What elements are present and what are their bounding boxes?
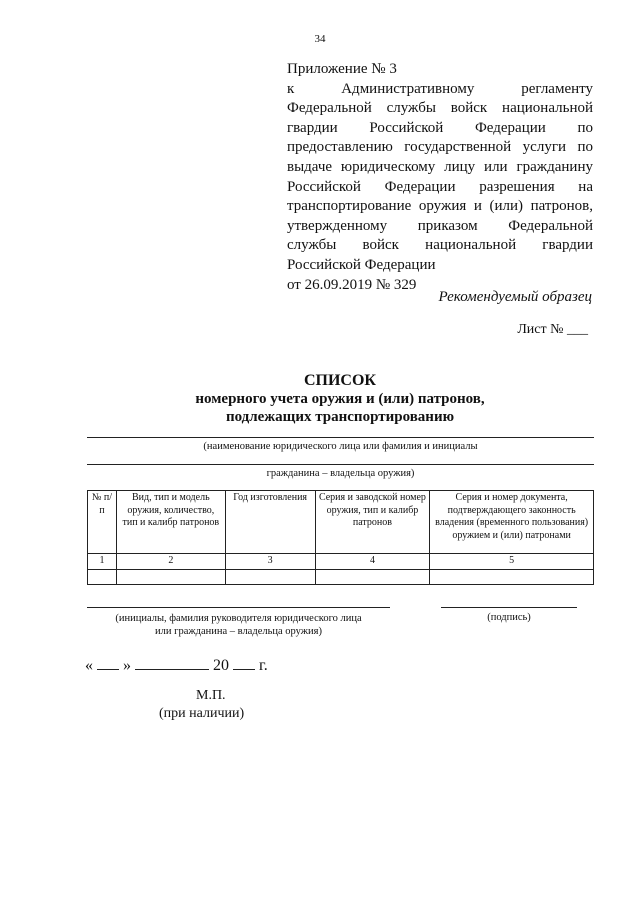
stamp-note: (при наличии)	[159, 706, 245, 721]
signature-line	[441, 607, 577, 608]
appendix-line: транспортирование оружия и (или) патронов,	[287, 198, 593, 215]
date-line	[85, 655, 268, 675]
document-subtitle	[140, 390, 540, 426]
name-signature-line	[87, 607, 390, 608]
column-number: 1	[88, 554, 117, 570]
name-caption	[87, 612, 390, 638]
table-header-row	[88, 491, 594, 554]
sheet-number-label: Лист № ___	[517, 322, 588, 337]
header-year: Год изготовления	[225, 491, 315, 554]
appendix-line: службы войск национальной гвардии	[287, 237, 593, 254]
open-quote: «	[85, 657, 93, 674]
owner-name-line	[87, 437, 594, 438]
page-number: 34	[314, 33, 326, 45]
header-serial: Серия и заводской номер оружия, тип и калибр патронов	[315, 491, 430, 554]
header-weapon-type: Вид, тип и модель оружия, количество, тип и калибр патронов	[116, 491, 225, 554]
appendix-line: предоставлению государственной услуги по	[287, 139, 593, 156]
table-cell[interactable]	[225, 569, 315, 584]
appendix-line: от 26.09.2019 № 329	[287, 276, 417, 293]
year-prefix: 20	[213, 657, 229, 674]
appendix-line: к Административному регламенту	[287, 80, 593, 97]
table-cell[interactable]	[315, 569, 430, 584]
table-cell[interactable]	[88, 569, 117, 584]
appendix-line: Федеральной службы войск национальной	[287, 100, 593, 117]
appendix-line: гвардии Российской Федерации по	[287, 119, 593, 136]
name-caption-line: или гражданина – владельца оружия)	[155, 626, 322, 637]
day-blank[interactable]	[97, 655, 119, 670]
appendix-block	[287, 60, 593, 295]
column-number: 2	[116, 554, 225, 570]
year-blank[interactable]	[233, 655, 255, 670]
signature-caption: (подпись)	[487, 612, 531, 623]
header-number: № п/п	[88, 491, 117, 554]
subtitle-line: номерного учета оружия и (или) патронов,	[195, 391, 485, 407]
owner-name-line-2	[87, 464, 594, 465]
owner-caption-2: гражданина – владельца оружия)	[266, 468, 415, 479]
appendix-line: выдаче юридическому лицу или гражданину	[287, 158, 593, 175]
column-number: 3	[225, 554, 315, 570]
table-row	[88, 569, 594, 584]
close-quote: »	[123, 657, 131, 674]
recommended-sample-label: Рекомендуемый образец	[438, 289, 592, 305]
month-blank[interactable]	[135, 655, 209, 670]
appendix-line: Российской Федерации разрешения на	[287, 178, 593, 195]
table-column-numbers-row	[88, 554, 594, 570]
appendix-line: Российской Федерации	[287, 256, 436, 273]
table-cell[interactable]	[116, 569, 225, 584]
appendix-line: утвержденному приказом Федеральной	[287, 217, 593, 234]
owner-caption: (наименование юридического лица или фамилия и инициалы	[203, 441, 478, 452]
column-number: 5	[430, 554, 594, 570]
header-document: Серия и номер документа, подтверждающего законность владения (временного пользования) оружием и (или) патронами	[430, 491, 594, 554]
stamp-label: М.П.	[196, 688, 226, 703]
document-title: СПИСОК	[303, 372, 377, 389]
subtitle-line: подлежащих транспортированию	[225, 409, 455, 425]
weapons-table	[87, 490, 594, 585]
name-caption-line: (инициалы, фамилия руководителя юридического лица	[115, 613, 362, 624]
year-suffix: г.	[259, 657, 268, 674]
table-cell[interactable]	[430, 569, 594, 584]
appendix-line: Приложение № 3	[287, 61, 397, 77]
column-number: 4	[315, 554, 430, 570]
